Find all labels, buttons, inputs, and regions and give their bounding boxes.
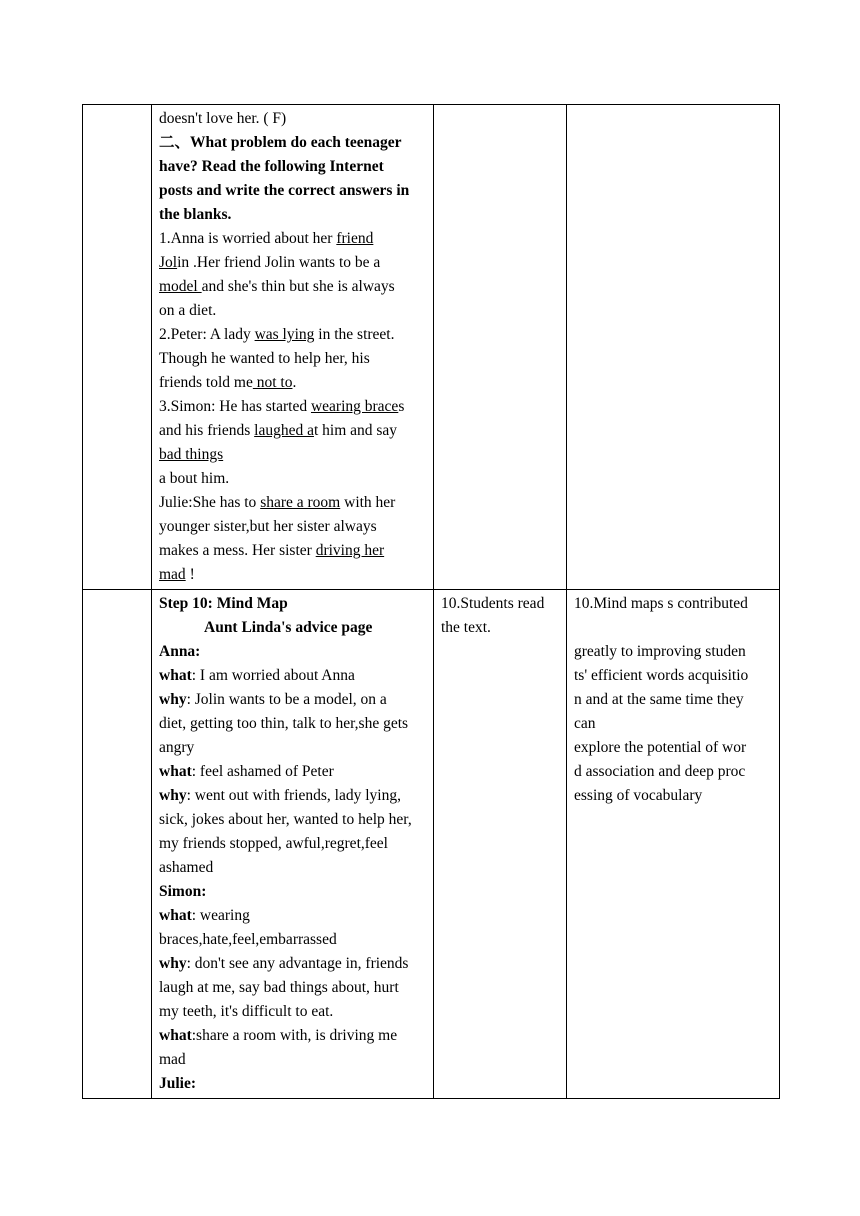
mind-map-line: my teeth, it's difficult to eat. [159,1003,334,1020]
person-label: Julie: [159,1075,197,1092]
person-label: Simon: [159,883,207,900]
mind-map-line: angry [159,739,195,756]
mind-map-line: why: went out with friends, lady lying, [159,787,401,804]
text-line: ts' efficient words acquisitio [574,667,749,684]
filled-blank: friend [336,230,374,247]
mind-map-line: ashamed [159,859,214,876]
filled-blank: bad things [159,446,224,463]
table-cell-teacher-activity [152,105,434,590]
filled-blank: wearing brace [310,398,399,415]
text-line: explore the potential of wor [574,739,747,756]
text-line: essing of vocabulary [574,787,703,804]
text-line: can [574,715,596,732]
answer-line: friends told me not to. [159,374,297,391]
filled-blank: model [159,278,202,295]
answer-line: model and she's thin but she is always [159,278,395,295]
table-cell-purpose [567,590,780,1099]
exercise-heading: posts and write the correct answers in [159,182,410,199]
lesson-plan-table [82,104,780,1099]
mind-map-line: braces,hate,feel,embarrassed [159,931,337,948]
answer-line: 1.Anna is worried about her friend [159,230,374,247]
mind-map-line: sick, jokes about her, wanted to help her, [159,811,412,828]
filled-blank: share a room [260,494,341,511]
table-row [83,105,780,590]
answer-line: a bout him. [159,470,230,487]
table-cell-step-column [83,590,152,1099]
table-cell-student-activity [434,590,567,1099]
answer-line: and his friends laughed at him and say [159,422,398,439]
answer-line: mad ! [159,566,195,583]
mind-map-line: my friends stopped, awful,regret,feel [159,835,388,852]
table-cell-step-column [83,105,152,590]
answer-line: on a diet. [159,302,217,319]
mind-map-line: what: I am worried about Anna [159,667,355,684]
mind-map-line: what: feel ashamed of Peter [159,763,334,780]
text-line: greatly to improving studen [574,643,746,660]
text-line: the text. [441,619,491,636]
answer-line: 2.Peter: A lady was lying in the street. [159,326,395,343]
answer-line: Jolin .Her friend Jolin wants to be a [159,254,381,271]
mind-map-line: why: Jolin wants to be a model, on a [159,691,387,708]
text-line: doesn't love her. ( F) [159,110,287,127]
answer-line: makes a mess. Her sister driving her [159,542,385,559]
mind-map-line: mad [159,1051,186,1068]
filled-blank: driving her [315,542,385,559]
text-line: 10.Students read [441,595,545,612]
person-label: Anna: [159,643,201,660]
table-row [83,590,780,1099]
exercise-heading: 二、What problem do each teenager [159,134,402,151]
exercise-heading: have? Read the following Internet [159,158,384,175]
mind-map-line: why: don't see any advantage in, friends [159,955,409,972]
mind-map-line: laugh at me, say bad things about, hurt [159,979,399,996]
filled-blank: not to [252,374,293,391]
answer-line [159,443,426,467]
table-cell-teacher-activity [152,590,434,1099]
text-line: 10.Mind maps s contributed [574,595,748,612]
table-cell-student-activity [434,105,567,590]
blank-line [574,616,772,640]
filled-blank: was lying [254,326,315,343]
text-line: d association and deep proc [574,763,746,780]
answer-line: 3.Simon: He has started wearing braces [159,398,405,415]
text-line: n and at the same time they [574,691,744,708]
step-title: Step 10: Mind Map [159,595,288,612]
exercise-heading: the blanks. [159,206,232,223]
answer-line: younger sister,but her sister always [159,518,377,535]
table-cell-purpose [567,105,780,590]
mind-map-line: what: wearing [159,907,250,924]
mind-map-line: what:share a room with, is driving me [159,1027,398,1044]
section-subtitle: Aunt Linda's advice page [204,619,373,636]
filled-blank: Jol [159,254,178,271]
answer-line: Julie:She has to share a room with her [159,494,396,511]
answer-line: Though he wanted to help her, his [159,350,370,367]
filled-blank: mad [159,566,186,583]
mind-map-line: diet, getting too thin, talk to her,she gets [159,715,409,732]
filled-blank: laughed a [254,422,314,439]
